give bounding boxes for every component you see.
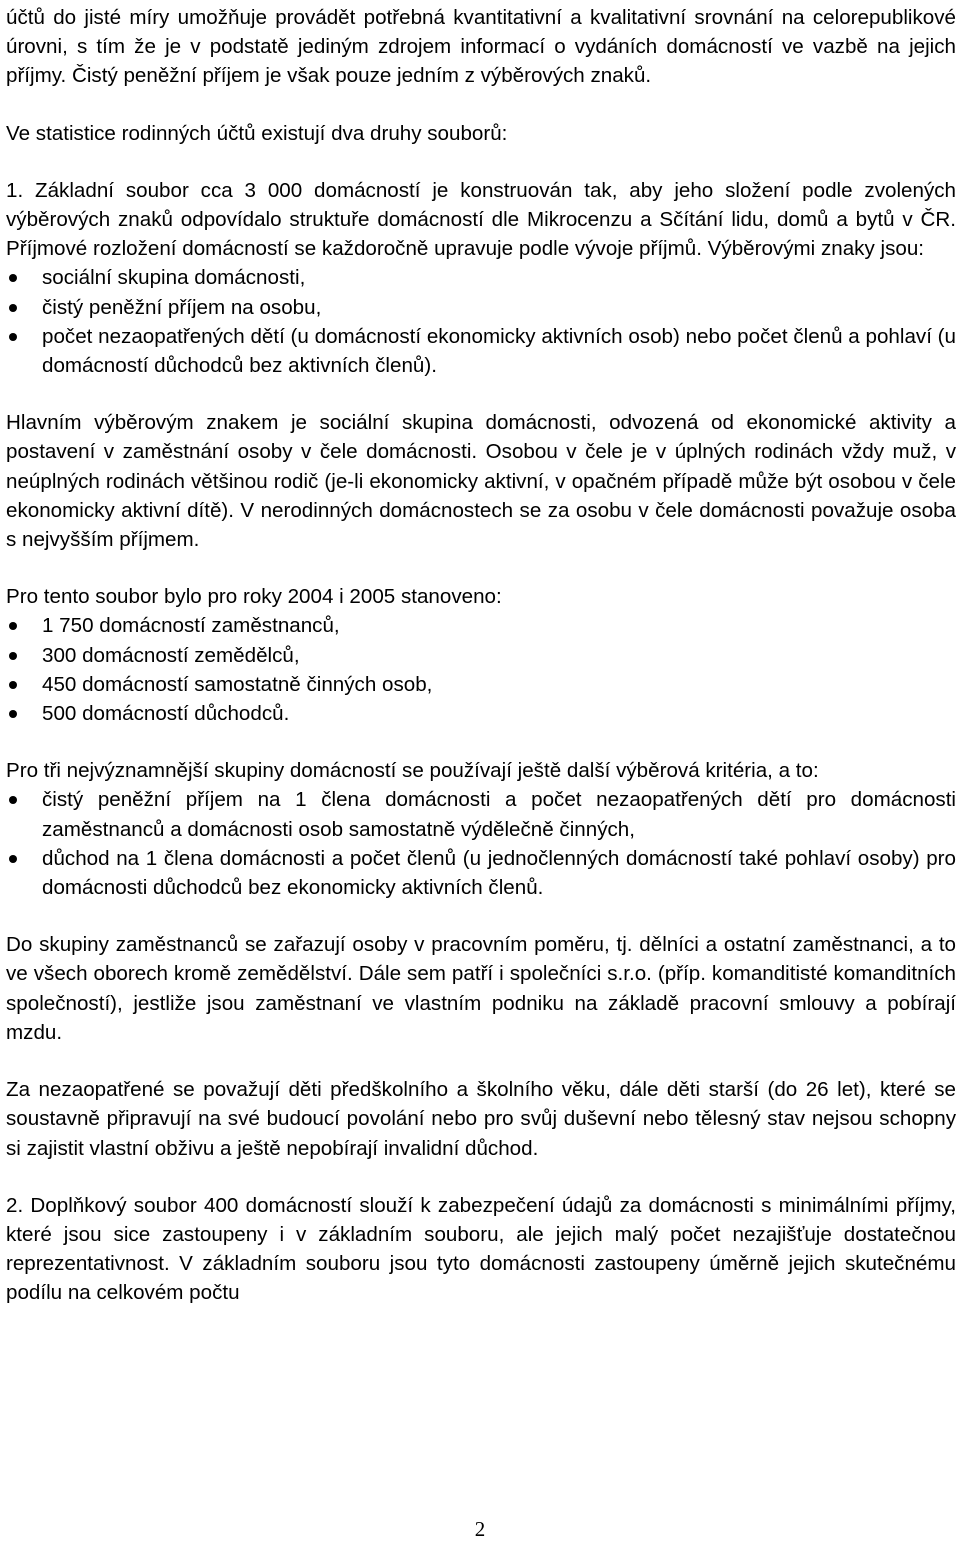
paragraph-employees: Do skupiny zaměstnanců se zařazují osoby v pracovním poměru, tj. dělníci a ostatní zaměstnanci, a to ve všech oborech kromě zemědělství. Dále sem patří i společníci s.r.o. (příp. komanditisté komanditních společností), jestliže jsou zaměstnaní ve vlastním podniku na základě pracovní smlouvy a pobírají mzdu. <box>6 933 956 1044</box>
list-item-text: důchod na 1 člena domácnosti a počet členů (u jednočlenných domácností také pohlaví osoby) pro domácnosti důchodců bez ekonomicky aktivních členů. <box>42 846 956 900</box>
list-item <box>6 263 956 292</box>
list-item <box>6 611 956 640</box>
bullet-icon <box>9 652 17 660</box>
bullet-icon <box>9 681 17 689</box>
bullet-icon <box>9 274 17 282</box>
list-item <box>6 670 956 699</box>
list-item-text: čistý peněžní příjem na osobu, <box>42 295 322 319</box>
list-item <box>6 785 956 843</box>
paragraph-supplementary-set: 2. Doplňkový soubor 400 domácností slouží k zabezpečení údajů za domácnosti s minimálními příjmy, které jsou sice zastoupeny i v základním souboru, ale jejich malý počet nezajišťuje dostatečnou reprezentativnost. V základním souboru jsou tyto domácnosti zastoupeny úměrně jejich skutečnému podílu na celkovém počtu <box>6 1193 956 1305</box>
bullet-icon <box>9 304 17 312</box>
paragraph-set-2004: Pro tento soubor bylo pro roky 2004 i 2005 stanoveno: <box>6 585 502 609</box>
paragraph-main-sign: Hlavním výběrovým znakem je sociální skupina domácnosti, odvozená od ekonomické aktivity a postavení v zaměstnání osoby v čele domácnosti. Osobou v čele je v úplných rodinách vždy muž, v neúplných rodinách většinou rodič (je-li ekonomicky aktivní, v opačném případě může být osobou v čele ekonomicky aktivní dítě). V nerodinných domácnostech se za osobu v čele domácnosti považuje osoba s nejvyšším příjmem. <box>6 411 956 552</box>
bullet-icon <box>9 710 17 718</box>
list-item <box>6 293 956 322</box>
list-item-text: sociální skupina domácnosti, <box>42 266 306 290</box>
list-item-text: 300 domácností zemědělců, <box>42 643 300 667</box>
bullet-icon <box>9 855 17 863</box>
list-item-text: 1 750 domácností zaměstnanců, <box>42 614 340 638</box>
document-page <box>6 3 956 1308</box>
list-item <box>6 641 956 670</box>
page-number: 2 <box>474 1517 486 1541</box>
list-set-counts <box>6 611 956 728</box>
paragraph-dependent-children: Za nezaopatřené se považují děti předškolního a školního věku, dále děti starší (do 26 let), které se soustavně připravují na své budoucí povolání nebo pro svůj duševní nebo tělesný stav nejsou schopny si zajistit vlastní obživu a ještě nepobírají invalidní důchod. <box>6 1078 956 1160</box>
list-item <box>6 844 956 902</box>
list-selection-signs <box>6 263 956 380</box>
paragraph-two-types: Ve statistice rodinných účtů existují dva druhy souborů: <box>6 121 508 145</box>
list-item-text: čistý peněžní příjem na 1 člena domácnosti a počet nezaopatřených dětí pro domácnosti zaměstnanců a domácnosti osob samostatně výdělečně činných, <box>42 788 956 841</box>
list-item <box>6 699 956 728</box>
bullet-icon <box>9 796 17 804</box>
list-item-text: 500 domácností důchodců. <box>42 702 290 726</box>
paragraph-three-groups: Pro tři nejvýznamnější skupiny domácností se používají ještě další výběrová kritéria, a to: <box>6 759 819 783</box>
list-item-text: počet nezaopatřených dětí (u domácností ekonomicky aktivních osob) nebo počet členů a pohlaví (u domácností důchodců bez aktivních členů). <box>42 324 956 378</box>
paragraph-intro: účtů do jisté míry umožňuje provádět potřebná kvantitativní a kvalitativní srovnání na celorepublikové úrovni, s tím že je v podstatě jediným zdrojem informací o vydáních domácností ve vazbě na jejich příjmy. Čistý peněžní příjem je však pouze jedním z výběrových znaků. <box>6 6 956 88</box>
bullet-icon <box>9 333 17 341</box>
paragraph-basic-set: 1. Základní soubor cca 3 000 domácností je konstruován tak, aby jeho složení podle zvolených výběrových znaků odpovídalo struktuře domácností dle Mikrocenzu a Sčítání lidu, domů a bytů v ČR. Příjmové rozložení domácností se každoročně upravuje podle vývoje příjmů. Výběrovými znaky jsou: <box>6 178 956 261</box>
list-item <box>6 322 956 380</box>
list-item-text: 450 domácností samostatně činných osob, <box>42 672 433 696</box>
bullet-icon <box>9 622 17 630</box>
list-extra-criteria <box>6 785 956 902</box>
